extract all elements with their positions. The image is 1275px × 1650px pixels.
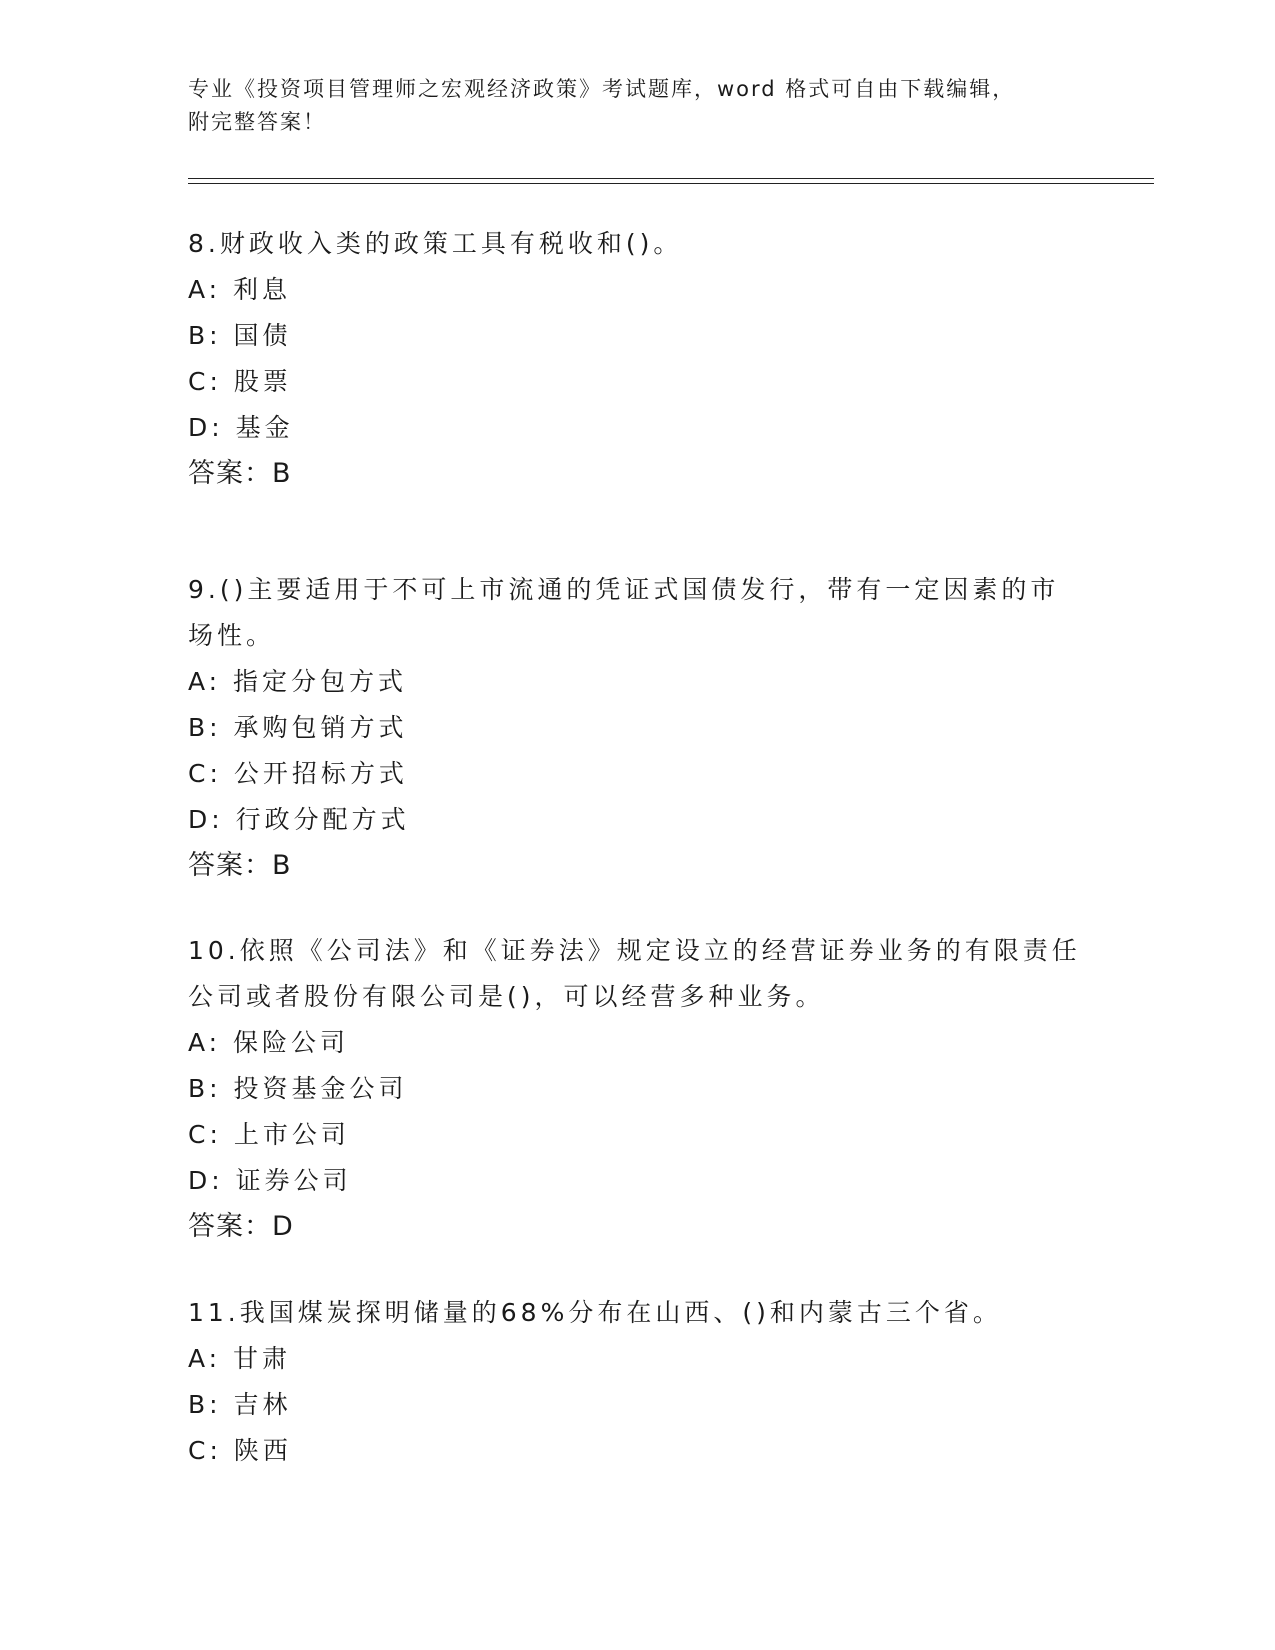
option-b: B: 吉林 — [188, 1390, 292, 1419]
question-stem: 8.财政收入类的政策工具有税收和()。 — [188, 229, 683, 258]
option-a: A: 指定分包方式 — [188, 667, 408, 696]
header-divider-bottom — [188, 183, 1154, 184]
question-stem: 9.()主要适用于不可上市流通的凭证式国债发行，带有一定因素的市 场性。 — [188, 575, 1060, 650]
option-d: D: 行政分配方式 — [188, 805, 410, 834]
option-a: A: 甘肃 — [188, 1344, 292, 1373]
answer: 答案：D — [188, 1211, 294, 1242]
question-10 — [188, 928, 1088, 1250]
document-intro: 专业《投资项目管理师之宏观经济政策》考试题库，word 格式可自由下载编辑， 附完整答案！ — [188, 77, 1016, 134]
option-c: C: 公开招标方式 — [188, 759, 408, 788]
option-a: A: 利息 — [188, 275, 292, 304]
question-stem: 10.依照《公司法》和《证券法》规定设立的经营证券业务的有限责任 公司或者股份有限公司是()，可以经营多种业务。 — [188, 936, 1081, 1011]
option-b: B: 承购包销方式 — [188, 713, 408, 742]
option-c: C: 股票 — [188, 367, 292, 396]
answer: 答案：B — [188, 458, 292, 489]
question-8 — [188, 221, 1088, 497]
question-9 — [188, 567, 1088, 889]
header-divider-top — [188, 178, 1154, 179]
option-d: D: 基金 — [188, 413, 294, 442]
option-c: C: 上市公司 — [188, 1120, 350, 1149]
option-a: A: 保险公司 — [188, 1028, 350, 1057]
option-c: C: 陕西 — [188, 1436, 292, 1465]
answer: 答案：B — [188, 850, 292, 881]
question-11 — [188, 1290, 1088, 1474]
option-b: B: 投资基金公司 — [188, 1074, 408, 1103]
option-b: B: 国债 — [188, 321, 292, 350]
question-stem: 11.我国煤炭探明储量的68%分布在山西、()和内蒙古三个省。 — [188, 1298, 1002, 1327]
option-d: D: 证券公司 — [188, 1166, 352, 1195]
